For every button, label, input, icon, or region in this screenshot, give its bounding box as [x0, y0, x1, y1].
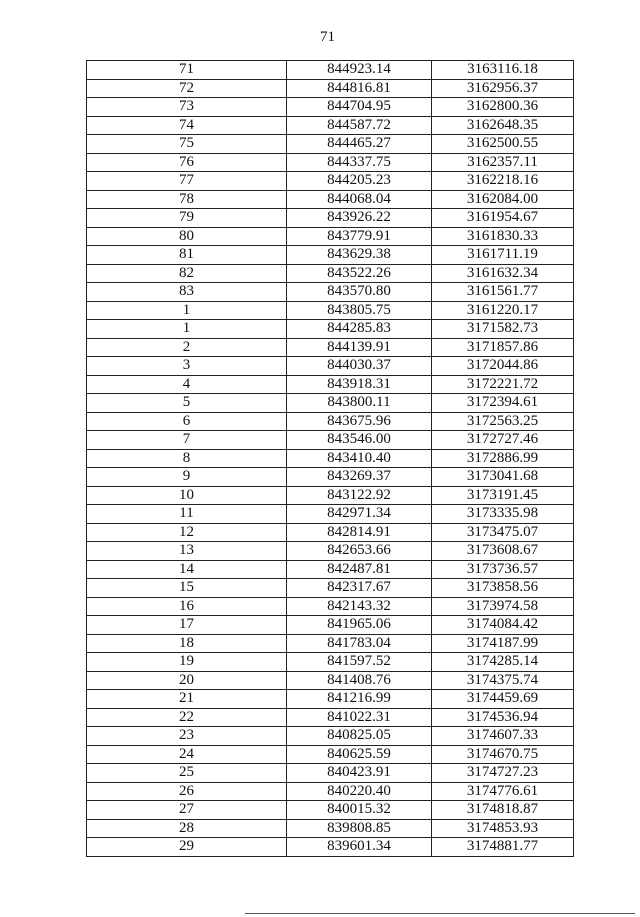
x-coordinate-cell: 843800.11	[287, 394, 432, 413]
table-row	[87, 338, 574, 357]
point-number-cell: 29	[87, 838, 287, 857]
y-coordinate-cell: 3171857.86	[432, 338, 574, 357]
point-number-cell: 13	[87, 542, 287, 561]
y-coordinate-cell: 3162648.35	[432, 116, 574, 135]
point-number-cell: 9	[87, 468, 287, 487]
point-number-cell: 18	[87, 634, 287, 653]
y-coordinate-cell: 3161711.19	[432, 246, 574, 265]
table-row	[87, 135, 574, 154]
x-coordinate-cell: 844030.37	[287, 357, 432, 376]
point-number-cell: 6	[87, 412, 287, 431]
table-row	[87, 560, 574, 579]
y-coordinate-cell: 3174727.23	[432, 764, 574, 783]
x-coordinate-cell: 840423.91	[287, 764, 432, 783]
table-row	[87, 283, 574, 302]
point-number-cell: 5	[87, 394, 287, 413]
x-coordinate-cell: 840825.05	[287, 727, 432, 746]
table-row	[87, 79, 574, 98]
x-coordinate-cell: 843269.37	[287, 468, 432, 487]
table-row	[87, 357, 574, 376]
x-coordinate-cell: 844704.95	[287, 98, 432, 117]
point-number-cell: 23	[87, 727, 287, 746]
x-coordinate-cell: 840625.59	[287, 745, 432, 764]
point-number-cell: 20	[87, 671, 287, 690]
table-row	[87, 98, 574, 117]
x-coordinate-cell: 841216.99	[287, 690, 432, 709]
x-coordinate-cell: 844923.14	[287, 61, 432, 80]
y-coordinate-cell: 3162218.16	[432, 172, 574, 191]
point-number-cell: 21	[87, 690, 287, 709]
table-row	[87, 708, 574, 727]
point-number-cell: 11	[87, 505, 287, 524]
x-coordinate-cell: 842143.32	[287, 597, 432, 616]
point-number-cell: 28	[87, 819, 287, 838]
table-row	[87, 209, 574, 228]
table-row	[87, 505, 574, 524]
y-coordinate-cell: 3162800.36	[432, 98, 574, 117]
x-coordinate-cell: 844465.27	[287, 135, 432, 154]
point-number-cell: 76	[87, 153, 287, 172]
table-row	[87, 264, 574, 283]
y-coordinate-cell: 3174818.87	[432, 801, 574, 820]
point-number-cell: 10	[87, 486, 287, 505]
x-coordinate-cell: 844285.83	[287, 320, 432, 339]
coordinates-table	[86, 60, 574, 857]
point-number-cell: 80	[87, 227, 287, 246]
y-coordinate-cell: 3172394.61	[432, 394, 574, 413]
y-coordinate-cell: 3172563.25	[432, 412, 574, 431]
x-coordinate-cell: 843570.80	[287, 283, 432, 302]
x-coordinate-cell: 843805.75	[287, 301, 432, 320]
y-coordinate-cell: 3173335.98	[432, 505, 574, 524]
table-row	[87, 246, 574, 265]
table-row	[87, 486, 574, 505]
y-coordinate-cell: 3172886.99	[432, 449, 574, 468]
point-number-cell: 79	[87, 209, 287, 228]
x-coordinate-cell: 842814.91	[287, 523, 432, 542]
x-coordinate-cell: 843779.91	[287, 227, 432, 246]
table-row	[87, 190, 574, 209]
table-row	[87, 671, 574, 690]
table-row	[87, 449, 574, 468]
x-coordinate-cell: 843918.31	[287, 375, 432, 394]
point-number-cell: 12	[87, 523, 287, 542]
point-number-cell: 16	[87, 597, 287, 616]
y-coordinate-cell: 3173858.56	[432, 579, 574, 598]
x-coordinate-cell: 841597.52	[287, 653, 432, 672]
point-number-cell: 74	[87, 116, 287, 135]
x-coordinate-cell: 844587.72	[287, 116, 432, 135]
x-coordinate-cell: 844337.75	[287, 153, 432, 172]
y-coordinate-cell: 3174776.61	[432, 782, 574, 801]
point-number-cell: 22	[87, 708, 287, 727]
x-coordinate-cell: 841965.06	[287, 616, 432, 635]
point-number-cell: 1	[87, 301, 287, 320]
table-row	[87, 819, 574, 838]
point-number-cell: 78	[87, 190, 287, 209]
table-row	[87, 172, 574, 191]
x-coordinate-cell: 842653.66	[287, 542, 432, 561]
table-row	[87, 227, 574, 246]
y-coordinate-cell: 3174670.75	[432, 745, 574, 764]
y-coordinate-cell: 3172727.46	[432, 431, 574, 450]
y-coordinate-cell: 3161561.77	[432, 283, 574, 302]
y-coordinate-cell: 3162357.11	[432, 153, 574, 172]
y-coordinate-cell: 3172044.86	[432, 357, 574, 376]
point-number-cell: 7	[87, 431, 287, 450]
x-coordinate-cell: 840015.32	[287, 801, 432, 820]
point-number-cell: 8	[87, 449, 287, 468]
y-coordinate-cell: 3173974.58	[432, 597, 574, 616]
table-row	[87, 838, 574, 857]
y-coordinate-cell: 3173736.57	[432, 560, 574, 579]
x-coordinate-cell: 843629.38	[287, 246, 432, 265]
x-coordinate-cell: 841022.31	[287, 708, 432, 727]
x-coordinate-cell: 843522.26	[287, 264, 432, 283]
point-number-cell: 81	[87, 246, 287, 265]
x-coordinate-cell: 844205.23	[287, 172, 432, 191]
table-row	[87, 634, 574, 653]
point-number-cell: 14	[87, 560, 287, 579]
bottom-rule	[245, 913, 635, 914]
table-row	[87, 412, 574, 431]
table-row	[87, 431, 574, 450]
y-coordinate-cell: 3171582.73	[432, 320, 574, 339]
y-coordinate-cell: 3174881.77	[432, 838, 574, 857]
table-row	[87, 579, 574, 598]
table-row	[87, 542, 574, 561]
y-coordinate-cell: 3173475.07	[432, 523, 574, 542]
point-number-cell: 72	[87, 79, 287, 98]
coordinates-table-body	[87, 61, 574, 857]
x-coordinate-cell: 843546.00	[287, 431, 432, 450]
point-number-cell: 75	[87, 135, 287, 154]
y-coordinate-cell: 3174607.33	[432, 727, 574, 746]
point-number-cell: 19	[87, 653, 287, 672]
y-coordinate-cell: 3162956.37	[432, 79, 574, 98]
x-coordinate-cell: 844068.04	[287, 190, 432, 209]
point-number-cell: 15	[87, 579, 287, 598]
table-row	[87, 653, 574, 672]
point-number-cell: 73	[87, 98, 287, 117]
table-row	[87, 745, 574, 764]
table-row	[87, 616, 574, 635]
point-number-cell: 24	[87, 745, 287, 764]
point-number-cell: 71	[87, 61, 287, 80]
y-coordinate-cell: 3174285.14	[432, 653, 574, 672]
table-row	[87, 116, 574, 135]
table-row	[87, 61, 574, 80]
y-coordinate-cell: 3173041.68	[432, 468, 574, 487]
y-coordinate-cell: 3174084.42	[432, 616, 574, 635]
point-number-cell: 4	[87, 375, 287, 394]
x-coordinate-cell: 843675.96	[287, 412, 432, 431]
y-coordinate-cell: 3161220.17	[432, 301, 574, 320]
y-coordinate-cell: 3161954.67	[432, 209, 574, 228]
y-coordinate-cell: 3173608.67	[432, 542, 574, 561]
y-coordinate-cell: 3174536.94	[432, 708, 574, 727]
table-row	[87, 727, 574, 746]
table-row	[87, 301, 574, 320]
point-number-cell: 83	[87, 283, 287, 302]
x-coordinate-cell: 842487.81	[287, 560, 432, 579]
table-row	[87, 523, 574, 542]
table-row	[87, 690, 574, 709]
x-coordinate-cell: 843926.22	[287, 209, 432, 228]
x-coordinate-cell: 839808.85	[287, 819, 432, 838]
point-number-cell: 25	[87, 764, 287, 783]
y-coordinate-cell: 3161830.33	[432, 227, 574, 246]
point-number-cell: 77	[87, 172, 287, 191]
x-coordinate-cell: 839601.34	[287, 838, 432, 857]
point-number-cell: 17	[87, 616, 287, 635]
y-coordinate-cell: 3161632.34	[432, 264, 574, 283]
table-row	[87, 468, 574, 487]
y-coordinate-cell: 3162500.55	[432, 135, 574, 154]
x-coordinate-cell: 842971.34	[287, 505, 432, 524]
y-coordinate-cell: 3174187.99	[432, 634, 574, 653]
point-number-cell: 3	[87, 357, 287, 376]
point-number-cell: 1	[87, 320, 287, 339]
x-coordinate-cell: 841408.76	[287, 671, 432, 690]
x-coordinate-cell: 842317.67	[287, 579, 432, 598]
x-coordinate-cell: 841783.04	[287, 634, 432, 653]
x-coordinate-cell: 844139.91	[287, 338, 432, 357]
x-coordinate-cell: 840220.40	[287, 782, 432, 801]
table-row	[87, 801, 574, 820]
x-coordinate-cell: 844816.81	[287, 79, 432, 98]
table-row	[87, 394, 574, 413]
table-row	[87, 764, 574, 783]
point-number-cell: 26	[87, 782, 287, 801]
page-number: 71	[320, 29, 335, 45]
y-coordinate-cell: 3172221.72	[432, 375, 574, 394]
y-coordinate-cell: 3174459.69	[432, 690, 574, 709]
point-number-cell: 27	[87, 801, 287, 820]
x-coordinate-cell: 843410.40	[287, 449, 432, 468]
y-coordinate-cell: 3174375.74	[432, 671, 574, 690]
point-number-cell: 2	[87, 338, 287, 357]
table-row	[87, 320, 574, 339]
point-number-cell: 82	[87, 264, 287, 283]
y-coordinate-cell: 3162084.00	[432, 190, 574, 209]
x-coordinate-cell: 843122.92	[287, 486, 432, 505]
table-row	[87, 782, 574, 801]
y-coordinate-cell: 3163116.18	[432, 61, 574, 80]
table-row	[87, 597, 574, 616]
y-coordinate-cell: 3174853.93	[432, 819, 574, 838]
table-row	[87, 153, 574, 172]
y-coordinate-cell: 3173191.45	[432, 486, 574, 505]
table-row	[87, 375, 574, 394]
